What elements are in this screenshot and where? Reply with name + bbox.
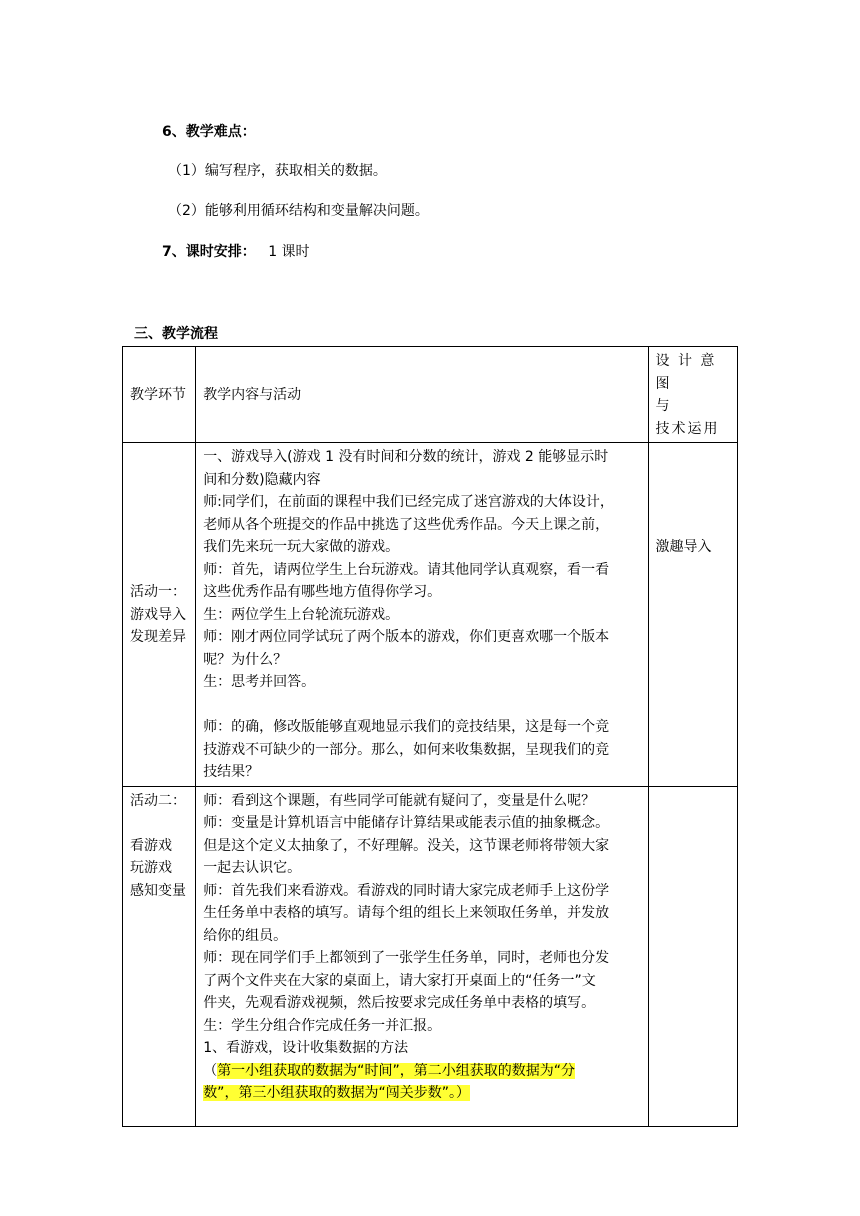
highlighted-line: [203, 1082, 642, 1105]
row2-design: [648, 786, 737, 1126]
content-line: 师:同学们，在前面的课程中我们已经完成了迷宫游戏的大体设计，: [203, 494, 614, 510]
content-line: 师：首先我们来看游戏。看游戏的同时请大家完成老师手上这份学: [203, 882, 610, 899]
content-line: 呢？为什么？: [203, 651, 288, 668]
section3-title: 三、教学流程: [134, 326, 218, 342]
stage-line: 感知变量: [130, 882, 186, 899]
stage-line: 活动二：: [130, 792, 186, 809]
row1-design: [648, 443, 737, 787]
content-line: 生：两位学生上台轮流玩游戏。: [203, 606, 400, 623]
content-line: 我们先来玩一玩大家做的游戏。: [203, 539, 400, 555]
content-line: 一起去认识它。: [203, 860, 302, 876]
teaching-flow-table: [122, 346, 738, 1127]
section6-item-1: （1）编写程序，获取相关的数据。: [168, 163, 387, 179]
header-design-line: 与: [655, 398, 672, 414]
section7-line: [162, 242, 310, 262]
content-line: 生：学生分组合作完成任务一并汇报。: [203, 1017, 442, 1034]
highlighted-text: 数”，第三小组获取的数据为“闯关步数”。）: [203, 1085, 470, 1101]
content-line: 生：思考并回答。: [203, 674, 316, 690]
highlighted-text: 第一小组获取的数据为“时间”，第二小组获取的数据为“分: [217, 1062, 575, 1079]
stage-line: 活动一：: [130, 584, 186, 600]
content-line: 1、看游戏，设计收集数据的方法: [203, 1040, 409, 1056]
content-line: 老师从各个班提交的作品中挑选了这些优秀作品。今天上课之前，: [203, 516, 610, 533]
content-line: 师：刚才两位同学试玩了两个版本的游戏，你们更喜欢哪一个版本: [203, 629, 610, 645]
row1-content: [196, 443, 648, 787]
header-stage: 教学环节: [123, 347, 196, 443]
row2-stage: [123, 786, 196, 1126]
table-row: [123, 786, 738, 1126]
content-line: 生任务单中表格的填写。请每个组的组长上来领取任务单，并发放: [203, 905, 610, 921]
section7-value: 1 课时: [268, 244, 310, 260]
content-line: 间和分数)隐藏内容: [203, 471, 321, 488]
section6-item-2: （2）能够利用循环结构和变量解决问题。: [168, 203, 429, 219]
content-line: 一、游戏导入(游戏 1 没有时间和分数的统计，游戏 2 能够显示时: [203, 449, 609, 465]
content-line: 师：首先，请两位学生上台玩游戏。请其他同学认真观察，看一看: [203, 561, 610, 578]
content-line: 师：的确，修改版能够直观地显示我们的竞技结果，这是每一个竞: [203, 719, 610, 735]
content-line: 但是这个定义太抽象了，不好理解。没关，这节课老师将带领大家: [203, 837, 610, 854]
content-line: 件夹，先观看游戏视频，然后按要求完成任务单中表格的填写。: [203, 995, 596, 1011]
content-line: 这些优秀作品有哪些地方值得你学习。: [203, 584, 442, 600]
header-design-line: 技术运用: [655, 420, 720, 437]
highlight-prefix: （: [203, 1062, 218, 1079]
content-line: 师：变量是计算机语言中能储存计算结果或能表示值的抽象概念。: [203, 815, 610, 831]
table-header-row: [123, 347, 738, 443]
stage-line: 游戏导入: [130, 606, 186, 623]
content-line: 给你的组员。: [203, 927, 288, 944]
table-row: [123, 443, 738, 787]
design-note: 激趣导入: [655, 539, 712, 555]
content-blank-line: [203, 694, 642, 717]
header-design: [648, 347, 737, 443]
header-design-line: 设 计 意 图: [655, 353, 717, 392]
stage-line: 发现差异: [130, 629, 186, 645]
highlighted-line: [203, 1060, 642, 1083]
header-content: 教学内容与活动: [196, 347, 648, 443]
section6-title: 6、教学难点：: [162, 124, 256, 140]
content-line: 技游戏不可缺少的一部分。那么，如何来收集数据，呈现我们的竞: [203, 741, 610, 758]
content-line: 师：现在同学们手上都领到了一张学生任务单，同时，老师也分发: [203, 950, 610, 966]
stage-blank-line: [130, 812, 193, 835]
content-line: 了两个文件夹在大家的桌面上，请大家打开桌面上的“任务一”文: [203, 972, 596, 989]
row1-stage: [123, 443, 196, 787]
content-line: 技结果？: [203, 764, 260, 780]
row2-content: [196, 786, 648, 1126]
section7-title: 7、课时安排：: [162, 244, 256, 260]
stage-line: 玩游戏: [130, 860, 172, 876]
stage-line: 看游戏: [130, 837, 172, 854]
content-line: 师：看到这个课题，有些同学可能就有疑问了，变量是什么呢？: [203, 792, 596, 809]
